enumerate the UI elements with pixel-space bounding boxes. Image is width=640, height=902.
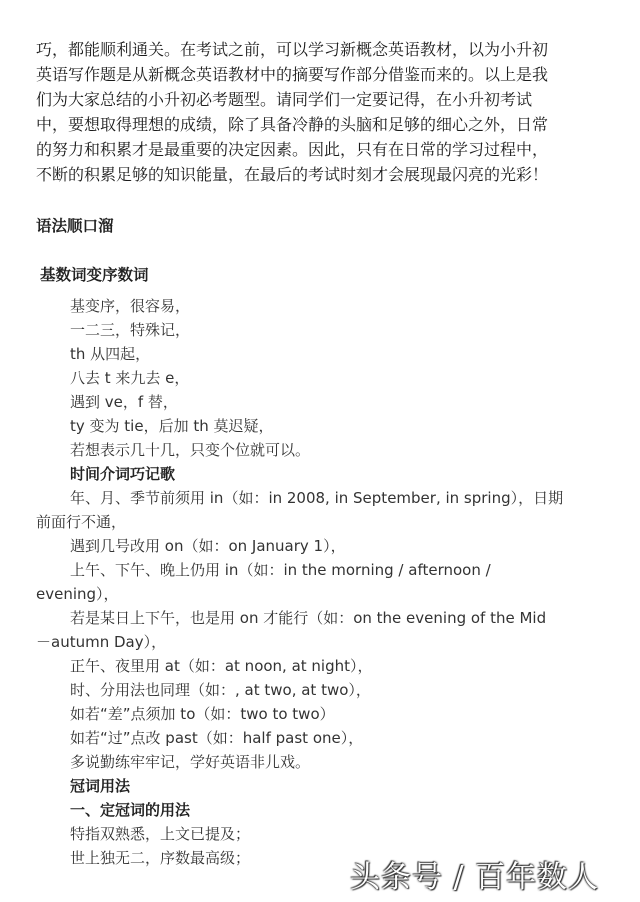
rhyme-line: －autumn Day）， xyxy=(36,633,167,651)
rhyme-line: 如若“过”点改 past（如：half past one）， xyxy=(70,729,364,747)
rhyme-line: evening）， xyxy=(36,585,119,603)
subtitle: 基数词变序数词 xyxy=(40,266,149,284)
section-title: 语法顺口溜 xyxy=(36,217,114,235)
rhyme-line: ty 变为 tie，后加 th 莫迟疑， xyxy=(70,417,274,435)
subheading-definite-article: 一、定冠词的用法 xyxy=(70,801,191,819)
intro-line: 中，要想取得理想的成绩，除了具备冷静的头脑和足够的细心之外，日常 xyxy=(36,115,549,134)
rhyme-line: 世上独无二，序数最高级； xyxy=(70,849,251,867)
rhyme-line: 若想表示几十几，只变个位就可以。 xyxy=(70,441,311,459)
intro-line: 巧，都能顺利通关。在考试之前，可以学习新概念英语教材，以为小升初 xyxy=(36,40,549,59)
watermark: 头条号 / 百年数人 xyxy=(350,860,600,895)
rhyme-line: 八去 t 来九去 e， xyxy=(70,369,190,387)
intro-line: 的努力和积累才是最重要的决定因素。因此，只有在日常的学习过程中， xyxy=(36,140,549,159)
rhyme-line: 多说勤练牢牢记，学好英语非儿戏。 xyxy=(70,753,311,771)
subheading-articles: 冠词用法 xyxy=(70,777,131,795)
rhyme-line: 特指双熟悉，上文已提及； xyxy=(70,825,251,843)
rhyme-line: 基变序，很容易， xyxy=(70,297,191,315)
rhyme-line: 遇到 ve，f 替， xyxy=(70,393,178,411)
intro-line: 们为大家总结的小升初必考题型。请同学们一定要记得，在小升初考试 xyxy=(36,90,533,109)
rhyme-line: th 从四起， xyxy=(70,345,151,363)
subheading-time-prepositions: 时间介词巧记歌 xyxy=(70,465,176,483)
intro-line: 不断的积累足够的知识能量，在最后的考试时刻才会展现最闪亮的光彩！ xyxy=(36,165,549,184)
rhyme-line: 年、月、季节前须用 in（如：in 2008, in September, in spring），日期 xyxy=(70,489,564,507)
rhyme-line: 前面行不通， xyxy=(36,513,127,531)
rhyme-line: 遇到几号改用 on（如：on January 1）， xyxy=(70,537,346,555)
rhyme-line: 一二三，特殊记， xyxy=(70,321,191,339)
rhyme-line: 若是某日上下午，也是用 on 才能行（如：on the evening of the Mid xyxy=(70,609,547,627)
intro-paragraph xyxy=(36,37,616,187)
rhyme-line: 时、分用法也同理（如：, at two, at two）， xyxy=(70,681,371,699)
rhyme-line: 正午、夜里用 at（如：at noon, at night）， xyxy=(70,657,373,675)
rhyme-line: 上午、下午、晚上仍用 in（如：in the morning / afternoon / xyxy=(70,561,491,579)
rhyme-line: 如若“差”点须加 to（如：two to two） xyxy=(70,705,335,723)
intro-line: 英语写作题是从新概念英语教材中的摘要写作部分借鉴而来的。以上是我 xyxy=(36,65,549,84)
